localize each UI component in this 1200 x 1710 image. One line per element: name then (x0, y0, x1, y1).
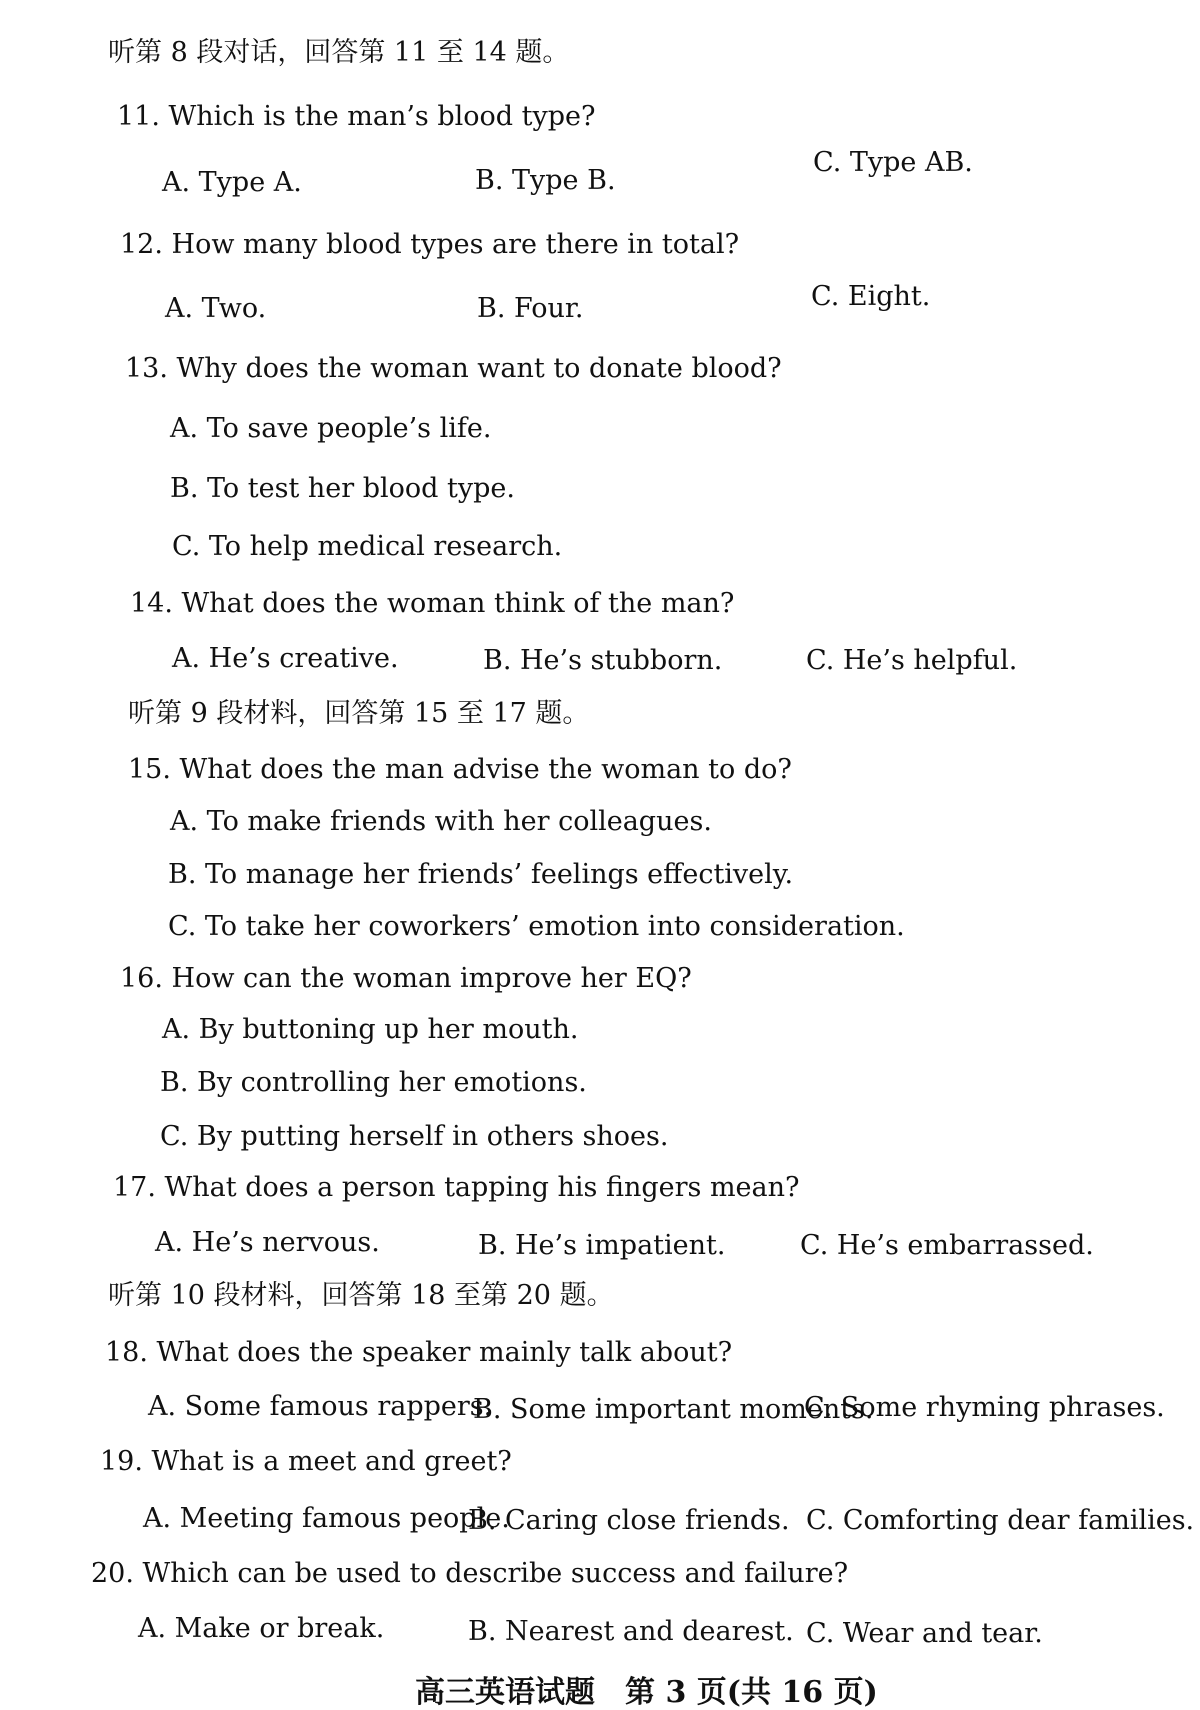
question-stem: 20. Which can be used to describe success and failure? (91, 1558, 849, 1589)
option-a: A. By buttoning up her mouth. (162, 1014, 579, 1045)
option-c: C. By putting herself in others shoes. (160, 1121, 669, 1152)
question-stem: 11. Which is the man’s blood type? (117, 101, 596, 132)
option-c: C. He’s helpful. (806, 645, 1018, 676)
option-b: B. By controlling her emotions. (160, 1067, 587, 1098)
section-8-heading: 听第 8 段对话，回答第 11 至 14 题。 (108, 37, 570, 68)
option-c: C. To help medical research. (172, 531, 563, 562)
option-a: A. Some famous rappers. (148, 1391, 493, 1422)
option-a: A. Make or break. (138, 1613, 385, 1644)
option-b: B. He’s stubborn. (483, 645, 723, 676)
option-a: A. He’s creative. (172, 643, 399, 674)
question-stem: 18. What does the speaker mainly talk about? (105, 1337, 733, 1368)
option-b: B. Caring close friends. (468, 1505, 790, 1536)
option-b: B. Nearest and dearest. (468, 1616, 794, 1647)
question-stem: 12. How many blood types are there in total? (120, 229, 740, 260)
option-a: A. Meeting famous people. (143, 1503, 510, 1534)
option-b: B. Type B. (475, 165, 616, 196)
page-footer: 高三英语试题 第 3 页(共 16 页) (415, 1675, 878, 1710)
option-a: A. Type A. (162, 167, 302, 198)
option-c: C. Wear and tear. (806, 1618, 1043, 1649)
option-c: C. Comforting dear families. (806, 1505, 1195, 1536)
question-stem: 19. What is a meet and greet? (100, 1446, 512, 1477)
section-9-heading: 听第 9 段材料，回答第 15 至 17 题。 (128, 698, 590, 729)
question-stem: 15. What does the man advise the woman to do? (128, 754, 792, 785)
option-c: C. Eight. (811, 281, 931, 312)
question-stem: 16. How can the woman improve her EQ? (120, 963, 692, 994)
option-c: C. Some rhyming phrases. (804, 1392, 1165, 1423)
option-b: B. Some important moments. (473, 1394, 874, 1425)
question-stem: 14. What does the woman think of the man? (130, 588, 735, 619)
option-b: B. To test her blood type. (170, 473, 515, 504)
section-10-heading: 听第 10 段材料，回答第 18 至第 20 题。 (108, 1280, 614, 1311)
option-a: A. He’s nervous. (155, 1227, 380, 1258)
question-stem: 17. What does a person tapping his fingers mean? (113, 1172, 800, 1203)
option-b: B. Four. (477, 293, 584, 324)
option-b: B. He’s impatient. (478, 1230, 726, 1261)
option-b: B. To manage her friends’ feelings effectively. (168, 859, 794, 890)
question-stem: 13. Why does the woman want to donate blood? (125, 353, 782, 384)
option-a: A. To make friends with her colleagues. (170, 806, 712, 837)
option-a: A. To save people’s life. (170, 413, 492, 444)
option-a: A. Two. (165, 293, 267, 324)
option-c: C. To take her coworkers’ emotion into consideration. (168, 911, 905, 942)
option-c: C. Type AB. (813, 147, 973, 178)
option-c: C. He’s embarrassed. (800, 1230, 1094, 1261)
